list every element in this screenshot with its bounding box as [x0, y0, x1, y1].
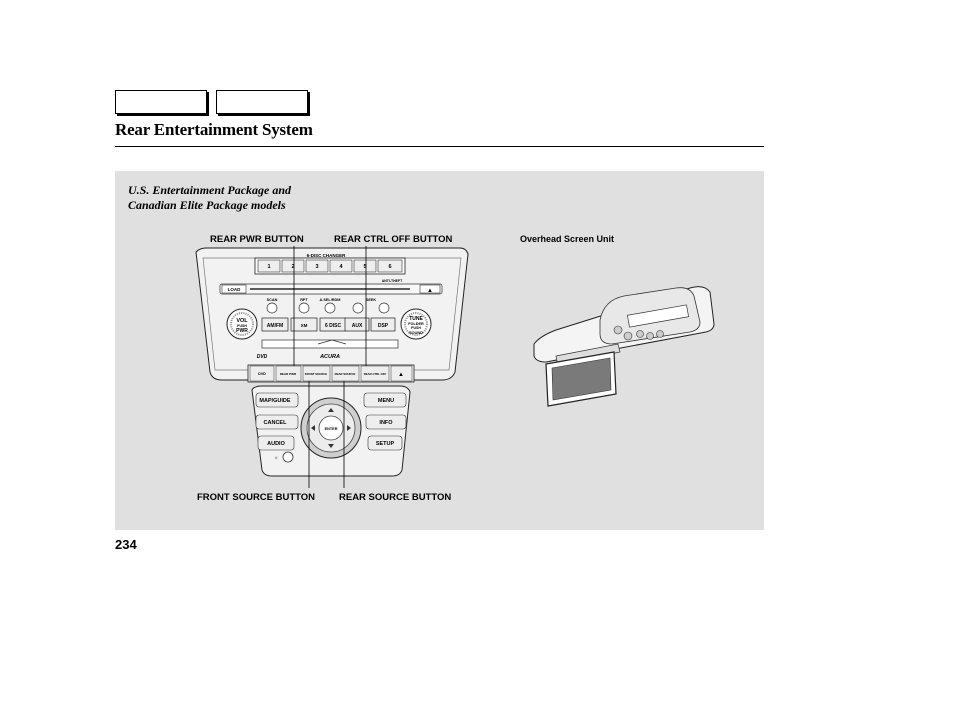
anti-theft-label: ANTI-THEFT: [381, 279, 403, 283]
preset-2[interactable]: 2: [291, 264, 295, 270]
folder-label: FOLDER: [408, 322, 424, 326]
tune-push-label: PUSH: [411, 326, 421, 330]
vol-push-label: PUSH: [237, 324, 247, 328]
dvd-logo: DVD: [256, 354, 268, 360]
pwr-label: PWR: [236, 328, 248, 334]
subtitle-line-2: Canadian Elite Package models: [128, 197, 286, 212]
eject-icon: ▲: [427, 288, 433, 294]
cancel-label: CANCEL: [263, 420, 287, 426]
rpt-label: RPT: [300, 298, 308, 302]
page-number: 234: [115, 537, 137, 552]
preset-5[interactable]: 5: [363, 264, 367, 270]
callout-front-source: FRONT SOURCE BUTTON: [197, 492, 316, 503]
callout-rear-source: REAR SOURCE BUTTON: [339, 492, 452, 503]
enter-label: ENTER: [324, 427, 338, 431]
amfm-label: AM/FM: [266, 323, 284, 329]
seek-label: SEEK: [365, 298, 377, 302]
xm-label: XM: [300, 323, 308, 328]
changer-label: 6-DISC CHANGER: [306, 253, 346, 258]
load-label: LOAD: [227, 287, 241, 292]
preset-4[interactable]: 4: [339, 264, 343, 270]
asel-label: A.SEL/RDM: [319, 298, 341, 302]
menu-label: MENU: [377, 398, 395, 404]
front-source-label: FRONT SOURCE: [304, 372, 328, 376]
6disc-label: 6 DISC: [324, 323, 342, 329]
preset-1[interactable]: 1: [267, 264, 271, 270]
callout-rear-pwr: REAR PWR BUTTON: [210, 234, 304, 245]
rear-eject-icon: ▲: [398, 372, 404, 378]
callout-overhead-screen: Overhead Screen Unit: [520, 234, 615, 244]
preset-6[interactable]: 6: [388, 264, 392, 270]
sound-label: SOUND: [409, 331, 423, 335]
rear-pwr-label: REAR PWR: [279, 372, 297, 376]
rear-source-label: REAR SOURCE: [334, 372, 356, 376]
aux-label: AUX: [351, 323, 363, 329]
dsp-label: DSP: [377, 323, 389, 329]
section-title: Rear Entertainment System: [115, 120, 313, 139]
audio-label: AUDIO: [267, 441, 285, 447]
setup-label: SETUP: [375, 441, 395, 447]
callout-rear-ctrl-off: REAR CTRL OFF BUTTON: [334, 234, 453, 245]
tune-label: TUNE: [409, 316, 423, 322]
vol-label: VOL: [236, 318, 248, 324]
rear-ctrl-off-label: REAR CTRL OFF: [363, 372, 387, 376]
voice-icon: ☼: [273, 455, 279, 461]
subtitle-line-1: U.S. Entertainment Package and: [128, 183, 292, 197]
brand-logo: ACURA: [320, 354, 340, 360]
preset-3[interactable]: 3: [315, 264, 319, 270]
scan-label: SCAN: [266, 298, 278, 302]
rear-dvd-label: DVD: [258, 372, 266, 376]
info-label: INFO: [379, 420, 393, 426]
map-guide-label: MAP/GUIDE: [259, 398, 291, 404]
